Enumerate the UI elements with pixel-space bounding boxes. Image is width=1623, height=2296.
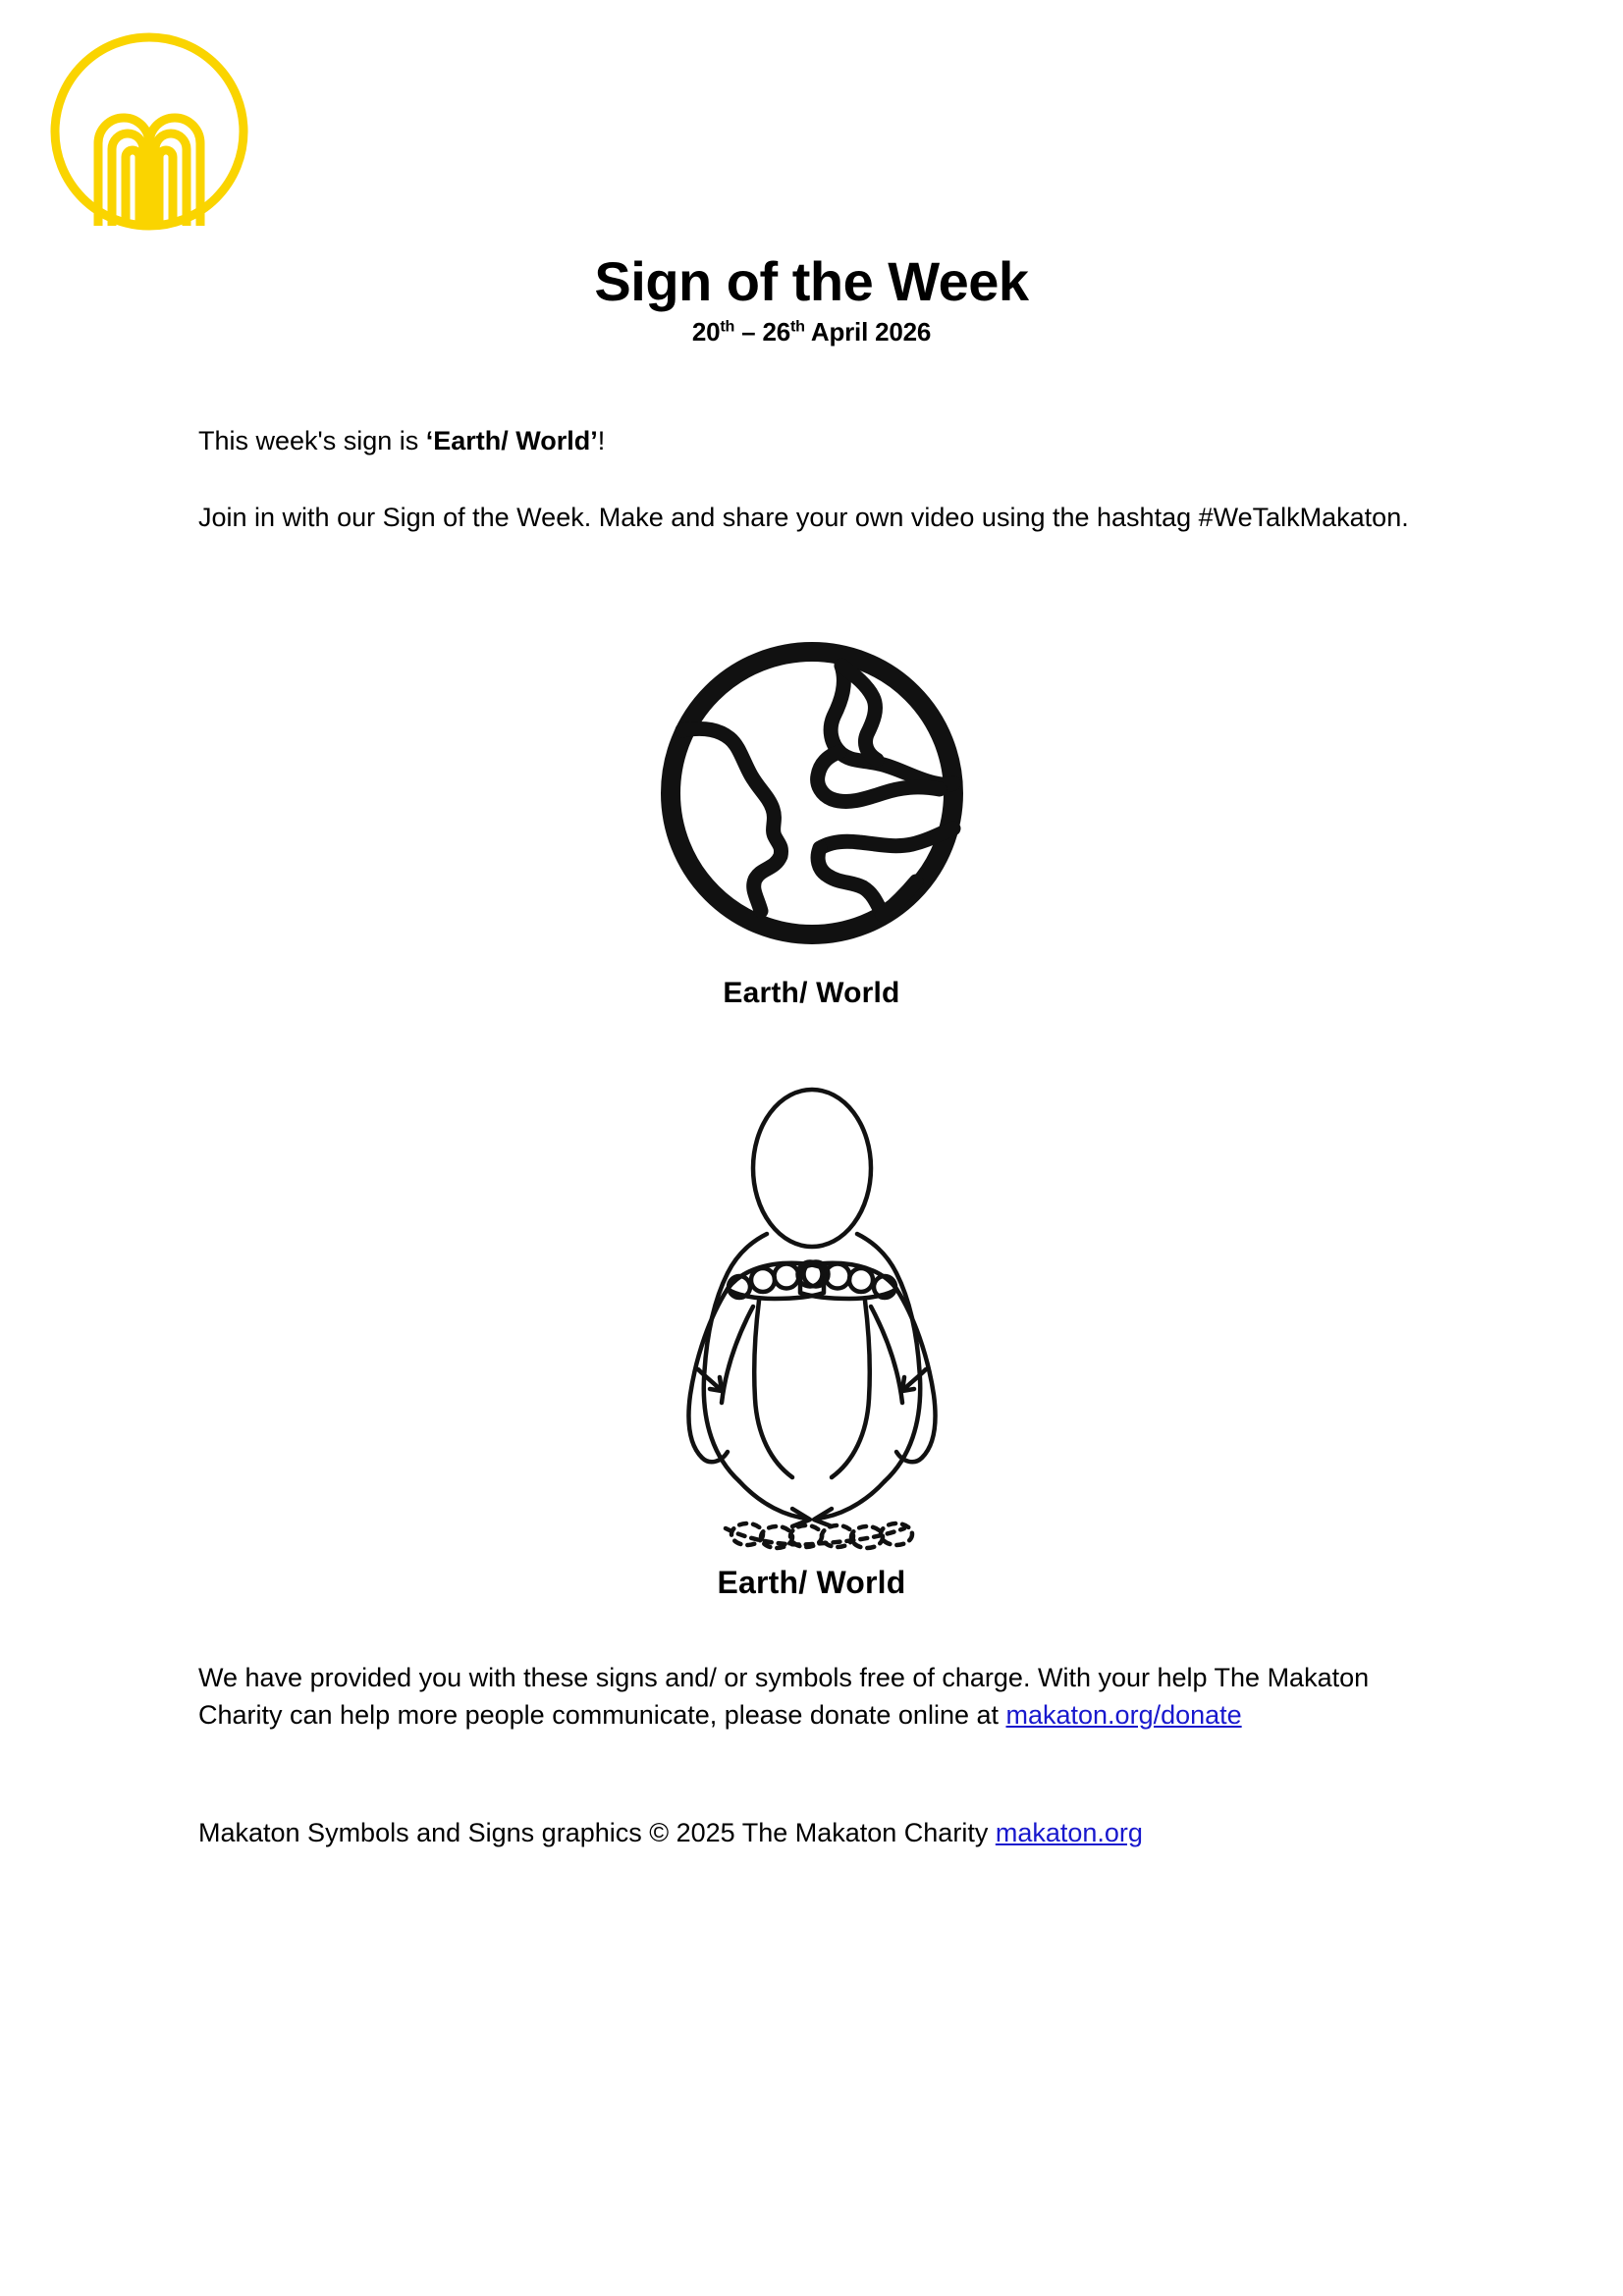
donate-link[interactable]: makaton.org/donate — [1005, 1700, 1242, 1731]
intro-suffix: ! — [597, 426, 606, 455]
sign-section — [0, 1065, 1623, 1601]
date-end-suffix: th — [790, 317, 805, 336]
intro-paragraph: Join in with our Sign of the Week. Make and share your own video using the hashtag #WeTalkMakaton. — [198, 503, 1409, 532]
donation-text: We have provided you with these signs and/ or symbols free of charge. With your help The Makaton Charity can help more people communicate, please donate online at — [198, 1663, 1370, 1731]
makaton-logo — [47, 29, 251, 234]
date-end: 26 — [762, 316, 790, 347]
date-separator: – — [734, 316, 763, 347]
copyright-paragraph — [198, 1814, 1435, 1851]
copyright-text: Makaton Symbols and Signs graphics © 2025 The Makaton Charity — [198, 1818, 996, 1847]
date-range — [0, 317, 1623, 347]
page-title: Sign of the Week — [594, 250, 1029, 312]
sign-name-inline: ‘Earth/ World’ — [425, 426, 598, 455]
date-start: 20 — [691, 316, 721, 347]
intro-prefix: This week's sign is — [198, 426, 426, 455]
earth-globe-symbol-icon — [655, 636, 969, 950]
title-block — [0, 250, 1623, 347]
donation-paragraph — [198, 1659, 1435, 1735]
date-start-suffix: th — [720, 317, 735, 336]
date-rest: April 2026 — [804, 316, 932, 347]
symbol-section — [0, 636, 1623, 1010]
symbol-caption: Earth/ World — [723, 977, 900, 1009]
makaton-org-link[interactable]: makaton.org — [995, 1818, 1143, 1847]
earth-world-sign-illustration-icon — [645, 1065, 979, 1556]
intro-line — [198, 422, 1435, 459]
sign-caption: Earth/ World — [717, 1565, 906, 1600]
